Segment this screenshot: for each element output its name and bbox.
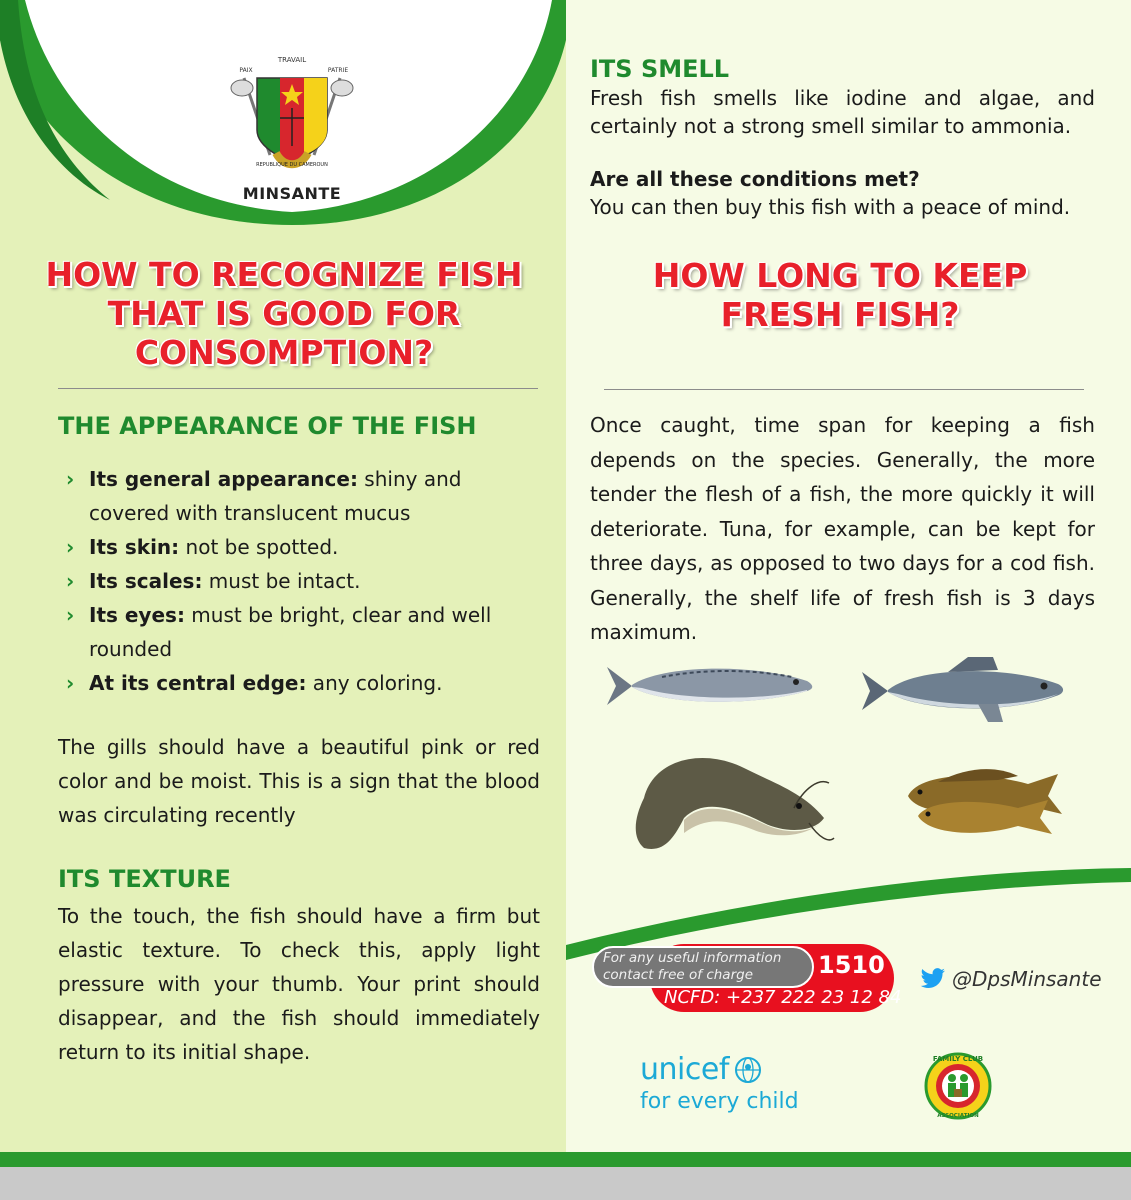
conditions-answer: You can then buy this fish with a peace of mind. [590, 195, 1071, 219]
family-club-top-text: FAMILY CLUB [932, 1055, 984, 1063]
twitter-handle-text: @DpsMinsante [952, 967, 1102, 991]
list-item [64, 462, 524, 530]
list-item [64, 564, 524, 598]
logo-motto-top: TRAVAIL [277, 56, 307, 64]
twitter-bird-icon [920, 968, 946, 990]
info-badge [592, 946, 814, 988]
bullet-label: At its central edge: [89, 671, 307, 695]
smell-heading: ITS SMELL [590, 55, 730, 83]
chevron-right-icon: › [66, 569, 75, 593]
conditions-question: Are all these conditions met? [590, 167, 920, 191]
list-item [64, 666, 524, 700]
list-item [64, 530, 524, 564]
left-main-title: HOW TO RECOGNIZE FISH THAT IS GOOD FOR CONSOMPTION? [45, 255, 523, 372]
mackerel-fish-image [602, 655, 818, 715]
smell-paragraph: Fresh fish smells like iodine and algae, and certainly not a strong smell similar to ammonia. [590, 86, 1095, 138]
bullet-text: any coloring. [306, 671, 443, 695]
texture-paragraph: To the touch, the fish should have a firm but elastic texture. To check this, apply light pressure with your thumb. Your print should disappear, and the fish should immediately return to its initial shape. [58, 904, 540, 1064]
bullet-label: Its general appearance: [89, 467, 358, 491]
left-divider [58, 388, 538, 389]
bullet-text: not be spotted. [179, 535, 339, 559]
logo-motto-right: PATRIE [327, 67, 349, 74]
texture-heading: ITS TEXTURE [58, 865, 231, 893]
chevron-right-icon: › [66, 603, 75, 627]
bottom-grey-band [0, 1167, 1131, 1200]
appearance-heading: THE APPEARANCE OF THE FISH [58, 412, 477, 440]
unicef-globe-icon [733, 1055, 763, 1085]
catfish-image [624, 738, 836, 860]
bullet-text: shiny and covered with translucent mucus [89, 467, 462, 525]
chevron-right-icon: › [66, 535, 75, 559]
keep-paragraph: Once caught, time span for keeping a fish depends on the species. Generally, the more tender the flesh of a fish, the more quickly it will deteriorate. Tuna, for example, can be kept for three days, as opposed to two days for a cod fish. Generally, the shelf life of fresh fish is 3 days maximum. [590, 413, 1095, 644]
unicef-logo [640, 1052, 799, 1114]
bullet-label: Its eyes: [89, 603, 185, 627]
twitter-handle [920, 967, 1102, 991]
logo-caption: MINSANTE [242, 184, 342, 203]
bullet-text: must be bright, clear and well rounded [89, 603, 492, 661]
logo-ring-text: REPUBLIQUE DU CAMEROUN [256, 162, 328, 168]
appearance-list [64, 462, 524, 700]
hotline-number: 1510 [818, 951, 885, 979]
carp-fish-image [898, 752, 1070, 842]
coat-of-arms-emblem [222, 50, 362, 178]
bottom-green-band [0, 1152, 1131, 1167]
seabass-fish-image [858, 652, 1070, 728]
logo-motto-left: PAIX [239, 67, 253, 74]
right-main-title: HOW LONG TO KEEP FRESH FISH? [652, 256, 1028, 334]
unicef-wordmark: unicef [640, 1052, 729, 1087]
ncfd-number: NCFD: +237 222 23 12 84 [664, 987, 902, 1008]
info-line-2: contact free of charge [603, 967, 753, 983]
list-item [64, 598, 524, 666]
info-line-1: For any useful information [603, 950, 782, 966]
family-club-bottom-text: ASSOCIATION [937, 1113, 979, 1119]
bullet-label: Its scales: [89, 569, 203, 593]
family-club-emblem [922, 1048, 994, 1126]
bullet-text: must be intact. [202, 569, 361, 593]
chevron-right-icon: › [66, 467, 75, 491]
minsante-logo [222, 50, 362, 203]
chevron-right-icon: › [66, 671, 75, 695]
unicef-tagline: for every child [640, 1089, 799, 1114]
right-divider [604, 389, 1084, 390]
gills-paragraph: The gills should have a beautiful pink or red color and be moist. This is a sign that the blood was circulating recently [58, 735, 540, 827]
bullet-label: Its skin: [89, 535, 180, 559]
